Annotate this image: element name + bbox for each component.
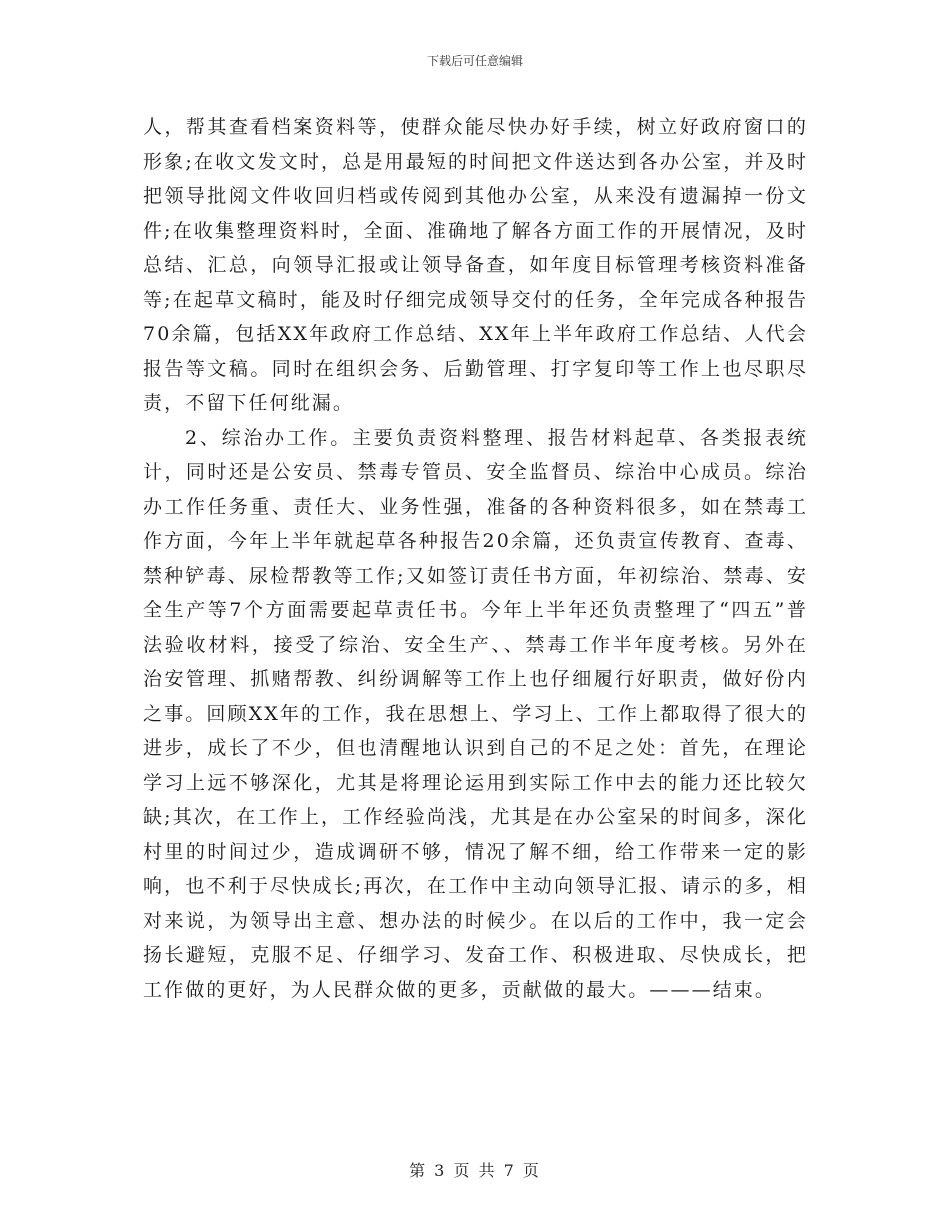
page-number: 第 3 页 共 7 页	[409, 1161, 541, 1180]
page-header: 下载后可任意编辑	[426, 54, 523, 68]
paragraph-continuation: 人，帮其查看档案资料等，使群众能尽快办好手续，树立好政府窗口的形象;在收文发文时，总是用最短的时间把文件送达到各办公室，并及时把领导批阅文件收回归档或传阅到其他办公室，从来没有遗漏掉一份文件;在收集整理资料时，全面、准确地了解各方面工作的开展情况，及时总结、汇总，向领导汇报或让领导备查，如年度目标管理考核资料准备等;在起草文稿时，能及时仔细完成领导交付的任务，全年完成各种报告70余篇，包括XX年政府工作总结、XX年上半年政府工作总结、人代会报告等文稿。同时在组织会务、后勤管理、打字复印等工作上也尽职尽责，不留下任何纰漏。	[143, 116, 808, 414]
document-body	[143, 110, 808, 1007]
paragraph-comprehensive-governance: 2、综治办工作。主要负责资料整理、报告材料起草、各类报表统计，同时还是公安员、禁毒专管员、安全监督员、综治中心成员。综治办工作任务重、责任大、业务性强，准备的各种资料很多，如在禁毒工作方面，今年上半年就起草各种报告20余篇，还负责宣传教育、查毒、禁种铲毒、尿检帮教等工作;又如签订责任书方面，年初综治、禁毒、安全生产等7个方面需要起草责任书。今年上半年还负责整理了“四五”普法验收材料，接受了综治、安全生产、、禁毒工作半年度考核。另外在治安管理、抓赌帮教、纠纷调解等工作上也仔细履行好职责，做好份内之事。回顾XX年的工作，我在思想上、学习上、工作上都取得了很大的进步，成长了不少，但也清醒地认识到自己的不足之处：首先，在理论学习上远不够深化，尤其是将理论运用到实际工作中去的能力还比较欠缺;其次，在工作上，工作经验尚浅，尤其是在办公室呆的时间多，深化村里的时间过少，造成调研不够，情况了解不细，给工作带来一定的影响，也不利于尽快成长;再次，在工作中主动向领导汇报、请示的多，相对来说，为领导出主意、想办法的时候少。在以后的工作中，我一定会扬长避短，克服不足、仔细学习、发奋工作、积极进取、尽快成长，把工作做的更好，为人民群众做的更多，贡献做的最大。———结束。	[143, 426, 808, 1001]
